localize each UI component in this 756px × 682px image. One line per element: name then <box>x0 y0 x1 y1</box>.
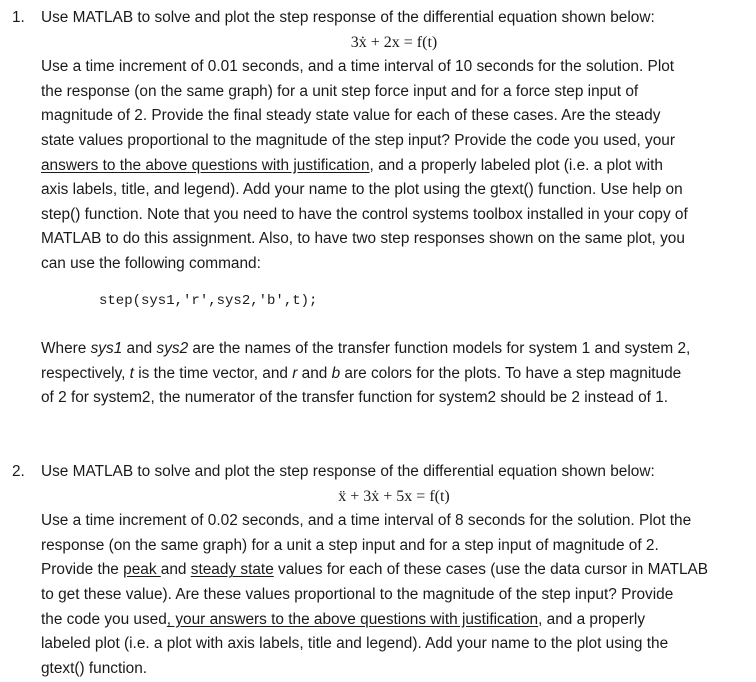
underlined-text: answers to the above questions with justification <box>41 156 370 174</box>
text-fragment: Where <box>41 340 91 358</box>
question-number: 2. <box>12 463 25 480</box>
text-fragment: , and a properly labeled plot (i.e. a plot with <box>369 156 663 174</box>
text-fragment: , and a properly <box>538 610 646 628</box>
text-fragment: values for each of these cases (use the data cursor in MATLAB <box>273 561 709 579</box>
text-fragment: are colors for the plots. To have a step magnitude <box>340 364 682 382</box>
spacer <box>41 277 747 289</box>
text-fragment: and <box>297 364 332 382</box>
variable-sys1: sys1 <box>90 340 123 358</box>
text-line: can use the following command: <box>41 254 261 272</box>
question-intro: Use MATLAB to solve and plot the step response of the differential equation shown below: <box>41 463 655 480</box>
text-fragment: Provide the <box>41 561 124 579</box>
text-line <box>41 558 747 583</box>
text-line: state values proportional to the magnitude of the step input? Provide the code you used, your <box>41 131 675 149</box>
text-fragment: and <box>122 340 157 358</box>
text-fragment: is the time vector, and <box>133 364 293 382</box>
equation: ẍ + 3ẋ + 5x = f(t) <box>338 487 450 505</box>
spacer <box>41 313 747 337</box>
text-fragment: respectively, <box>41 364 130 382</box>
underlined-text: peak <box>123 561 161 579</box>
text-fragment: are the names of the transfer function models for system 1 and system 2, <box>188 340 691 358</box>
text-line <box>41 337 747 362</box>
equation: 3ẋ + 2x = f(t) <box>350 33 438 51</box>
code-snippet: step(sys1,'r',sys2,'b',t); <box>99 292 318 309</box>
text-line: the response (on the same graph) for a unit step force input and for a force step input of <box>41 82 639 100</box>
text-line: step() function. Note that you need to have the control systems toolbox installed in your copy of <box>41 205 688 223</box>
text-line <box>41 362 747 387</box>
text-fragment: and <box>160 561 191 579</box>
text-line: axis labels, title, and legend). Add your name to the plot using the gtext() function. Use help on <box>41 181 683 199</box>
variable-sys2: sys2 <box>156 340 189 358</box>
text-line: to get these value). Are these values proportional to the magnitude of the step input? Provide <box>41 585 674 603</box>
text-line: Use a time increment of 0.02 seconds, and a time interval of 8 seconds for the solution. Plot the <box>41 512 692 530</box>
text-line <box>41 154 747 179</box>
question-intro: Use MATLAB to solve and plot the step response of the differential equation shown below: <box>41 9 655 26</box>
variable-b: b <box>331 364 341 382</box>
variable-t: t <box>129 364 134 382</box>
text-line: labeled plot (i.e. a plot with axis labels, title and legend). Add your name to the plot using the <box>41 635 669 653</box>
question-body <box>41 6 747 411</box>
text-line: gtext() function. <box>41 659 148 677</box>
text-line: response (on the same graph) for a unit a step input and for a step input of magnitude of 2. <box>41 536 659 554</box>
variable-r: r <box>292 364 298 382</box>
text-line: magnitude of 2. Provide the final steady state value for each of these cases. Are the steady <box>41 107 661 125</box>
underlined-text: , your answers to the above questions with justification <box>166 610 539 628</box>
text-fragment: the code you used <box>41 610 167 628</box>
underlined-text: steady state <box>190 561 274 579</box>
text-line: MATLAB to do this assignment. Also, to have two step responses shown on the same plot, you <box>41 230 685 248</box>
question-body <box>41 460 747 681</box>
question-number: 1. <box>12 9 25 26</box>
text-line <box>41 608 747 633</box>
text-line: Use a time increment of 0.01 seconds, and a time interval of 10 seconds for the solution. Plot <box>41 58 675 76</box>
text-line: of 2 for system2, the numerator of the transfer function for system2 should be 2 instead of 1. <box>41 389 669 407</box>
